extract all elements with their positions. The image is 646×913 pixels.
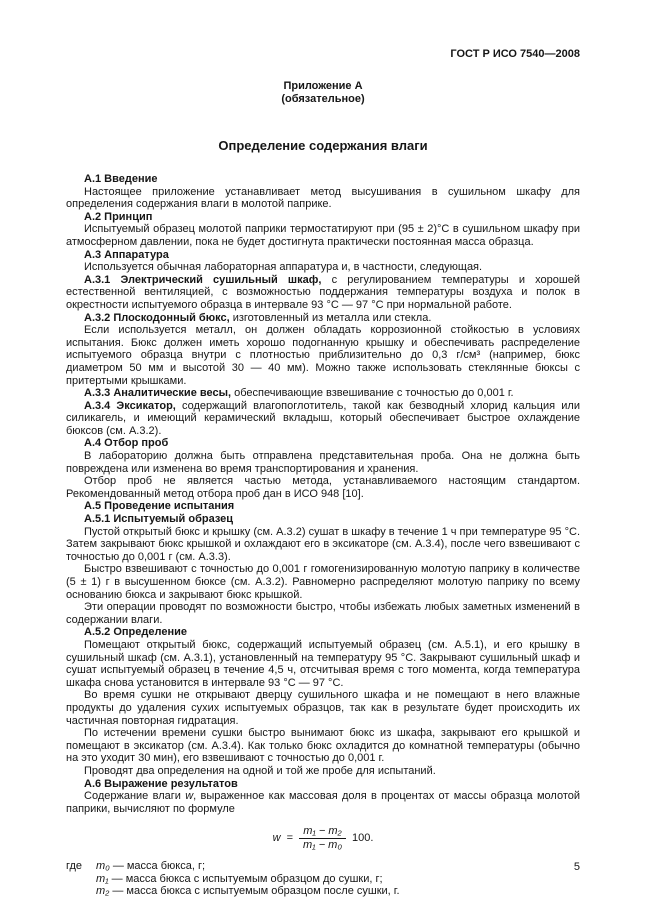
formula-lhs: w bbox=[272, 832, 281, 845]
symbol: m₂ bbox=[96, 885, 110, 898]
paragraph bbox=[66, 526, 580, 564]
text-run: Пустой открытый бюкс и крышку (см. А.3.2) сушат в шкафу в течение 1 ч при температуре 95 °С. Затем закрывают бюкс крышкой и охлаждают его в эксикаторе (см. А.3.4), после чего взвешивают с точностью до 0,001 г (см. А.3.3). bbox=[66, 525, 580, 563]
text-run: Быстро взвешивают с точностью до 0,001 г гомогенизированную молотую паприку в количестве (5 ± 1) г в высушенном бюксе (см. А.3.2). Равномерно распределяют молотую паприку по всему основанию бюкса и закрывают бюкс крышкой. bbox=[66, 563, 580, 601]
document-content bbox=[66, 173, 580, 898]
paragraph bbox=[66, 400, 580, 438]
paragraph bbox=[66, 186, 580, 211]
text-run: Используется обычная лабораторная аппаратура и, в частности, следующая. bbox=[84, 261, 483, 274]
appendix-note: (обязательное) bbox=[281, 93, 365, 105]
paragraph bbox=[66, 601, 580, 626]
text-run: обеспечивающие взвешивание с точностью до 0,001 г. bbox=[231, 387, 514, 400]
section-heading: А.3 Аппаратура bbox=[84, 248, 169, 261]
text-run: По истечении времени сушки быстро вынимают бюкс из шкафа, закрывают его крышкой и помещают в эксикатор (см. А.3.4). Как только бюкс охладится до комнатной температуры (обычно на это уходит 30 мин), его взвешивают с точностью до 0,001 г. bbox=[66, 727, 580, 765]
paragraph bbox=[66, 689, 580, 727]
where-label bbox=[66, 885, 96, 898]
paragraph bbox=[66, 324, 580, 387]
paragraph bbox=[66, 790, 580, 815]
appendix-label: Приложение А bbox=[283, 80, 363, 92]
text-run: Настоящее приложение устанавливает метод высушивания в сушильном шкафу для определения содержания влаги в молотой паприке. bbox=[66, 185, 580, 211]
symbol-description: — масса бюкса с испытуемым образцом до сушки, г; bbox=[111, 872, 383, 885]
paragraph bbox=[66, 312, 580, 325]
text-run: Содержание влаги bbox=[84, 790, 186, 803]
section-heading: А.2 Принцип bbox=[84, 210, 153, 223]
text-run: А.3.2 Плоскодонный бюкс, bbox=[84, 311, 230, 324]
paragraph bbox=[66, 639, 580, 689]
section-heading: А.6 Выражение результатов bbox=[84, 777, 238, 790]
text-run: содержащий влагопоглотитель, такой как безводный хлорид кальция или силикагель, и имеющий керамический вкладыш, который обеспечивает быстрое охлаждение бюксов (см. А.3.2). bbox=[66, 399, 580, 437]
section-heading: А.1 Введение bbox=[84, 173, 158, 185]
paragraph bbox=[66, 563, 580, 601]
symbol-description: — масса бюкса, г; bbox=[112, 860, 206, 873]
text-run: В лабораторию должна быть отправлена представительная проба. Она не должна быть повреждена или изменена во время транспортирования и хранения. bbox=[66, 450, 580, 475]
symbol: m₁ bbox=[96, 872, 109, 885]
text-run: Проводят два определения на одной и той же пробе для испытаний. bbox=[84, 764, 436, 777]
paragraph bbox=[66, 450, 580, 475]
symbol-description: — масса бюкса с испытуемым образцом после сушки, г. bbox=[112, 885, 400, 898]
paragraph bbox=[66, 475, 580, 500]
text-run: А.3.4 Эксикатор, bbox=[84, 399, 176, 412]
text-run: А.3.3 Аналитические весы, bbox=[84, 387, 232, 400]
symbol-definition bbox=[66, 885, 580, 898]
text-run: Испытуемый образец молотой паприки термостатируют при (95 ± 2)°С в сушильном шкафу при атмосферном давлении, пока не будет достигнута практически постоянная масса образца. bbox=[66, 223, 580, 248]
section-heading: А.5.1 Испытуемый образец bbox=[84, 513, 234, 526]
text-run: w bbox=[185, 790, 194, 803]
formula-factor: 100. bbox=[351, 832, 374, 845]
symbol-definition bbox=[66, 860, 580, 873]
paragraph bbox=[66, 727, 580, 765]
where-label bbox=[66, 873, 96, 886]
paragraph bbox=[66, 274, 580, 312]
where-label: где bbox=[66, 860, 83, 873]
moisture-formula bbox=[66, 825, 580, 852]
page-number: 5 bbox=[573, 861, 580, 873]
formula-numerator: m₁ − m₂ bbox=[303, 825, 342, 838]
section-heading: А.5 Проведение испытания bbox=[84, 500, 235, 513]
paragraph bbox=[66, 223, 580, 248]
appendix-heading bbox=[66, 80, 580, 106]
text-run: Помещают открытый бюкс, содержащий испытуемый образец (см. А.5.1), и его крышку в сушильный шкаф (см. А.3.1), установленный на температуру 95 °С. Закрывают сушильный шкаф и сушат испытуемый образец в течение 4,5 ч, отсчитывая время с того момента, когда температура шкафа снова установится в интервале 93 °С — 97 °С. bbox=[66, 638, 580, 689]
paragraph bbox=[66, 261, 580, 274]
paragraph bbox=[66, 765, 580, 778]
text-run: Отбор проб не является частью метода, устанавливаемого настоящим стандартом. Рекомендованный метод отбора проб дан в ИСО 948 [10]. bbox=[66, 475, 580, 500]
section-heading: А.5.2 Определение bbox=[84, 626, 187, 639]
page-title: Определение содержания влаги bbox=[218, 138, 428, 153]
text-run: А.3.1 Электрический сушильный шкаф, bbox=[84, 273, 322, 286]
formula-equals: = bbox=[286, 832, 293, 845]
text-run: изготовленный из металла или стекла. bbox=[229, 311, 432, 324]
text-run: с регулированием температуры и хорошей естественной вентиляцией, с возможностью поддержания температуры воздуха и полок в окрестности испытуемого образца в интервале 93 °С — 97 °С при нормальной работе. bbox=[66, 273, 580, 311]
text-run: Если используется металл, он должен обладать коррозионной стойкостью в условиях испытания. Бюкс должен иметь хорошо подогнанную крышку и обеспечивать распределение испытуемого образца внутри с плотностью приблизительно до 0,3 г/см³ (например, бюкс диаметром 50 мм и высотой 30 — 40 мм). Можно также использовать стеклянные бюксы с притертыми крышками. bbox=[66, 324, 580, 387]
symbol: m₀ bbox=[96, 860, 110, 873]
text-run: Эти операции проводят по возможности быстро, чтобы избежать любых заметных изменений в содержании влаги. bbox=[66, 601, 580, 626]
text-run: , выраженное как массовая доля в процентах от массы образца молотой паприки, вычисляют по формуле bbox=[66, 790, 581, 815]
formula-fraction bbox=[299, 825, 346, 852]
section-heading: А.4 Отбор проб bbox=[84, 437, 169, 450]
symbol-definition bbox=[66, 873, 580, 886]
doc-code: ГОСТ Р ИСО 7540—2008 bbox=[450, 48, 580, 60]
formula-denominator: m₁ − m₀ bbox=[299, 838, 346, 852]
text-run: Во время сушки не открывают дверцу сушильного шкафа и не помещают в него влажные продукты до удаления сухих испытуемых образцов, так как в результате будет происходить их частичная повторная гидратация. bbox=[66, 689, 580, 727]
paragraph bbox=[66, 387, 580, 400]
